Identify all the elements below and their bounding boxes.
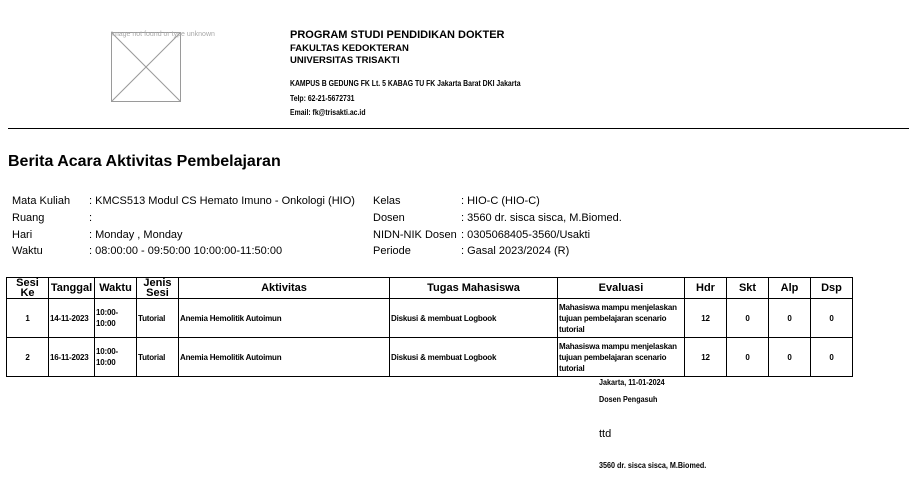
cell-tanggal: 14-11-2023 (49, 299, 95, 338)
cell-evaluasi: Mahasiswa mampu menjelaskan tujuan pembelajaran scenario tutorial (558, 338, 685, 377)
cell-tugas: Diskusi & membuat Logbook (390, 338, 558, 377)
info-label-nidn: NIDN-NIK Dosen (373, 229, 457, 241)
cell-hdr: 12 (685, 299, 727, 338)
cell-alp: 0 (769, 299, 811, 338)
table-header-row (7, 278, 853, 299)
info-label-waktu: Waktu (12, 245, 43, 257)
info-label-hari: Hari (12, 229, 33, 241)
address-line: KAMPUS B GEDUNG FK Lt. 5 KABAG TU FK Jakarta Barat DKI Jakarta (290, 79, 521, 88)
info-value-hari: : Monday , Monday (89, 229, 183, 241)
col-header-evaluasi: Evaluasi (558, 278, 685, 299)
logo-alt-text: Image not found or type unknown (111, 31, 215, 38)
cell-waktu: 10:00-10:00 (95, 299, 137, 338)
phone-line: Telp: 62-21-5672731 (290, 94, 355, 103)
cell-sesi: 1 (7, 299, 49, 338)
cell-evaluasi: Mahasiswa mampu menjelaskan tujuan pembelajaran scenario tutorial (558, 299, 685, 338)
cell-sesi: 2 (7, 338, 49, 377)
col-header-waktu: Waktu (95, 278, 137, 299)
col-header-aktivitas: Aktivitas (179, 278, 390, 299)
info-value-periode: : Gasal 2023/2024 (R) (461, 245, 570, 257)
cell-skt: 0 (727, 338, 769, 377)
col-header-alp: Alp (769, 278, 811, 299)
cell-tanggal: 16-11-2023 (49, 338, 95, 377)
signature-place-date: Jakarta, 11-01-2024 (599, 378, 665, 387)
info-value-waktu: : 08:00:00 - 09:50:00 10:00:00-11:50:00 (89, 245, 283, 257)
logo-placeholder (111, 32, 181, 102)
faculty-name: FAKULTAS KEDOKTERAN (290, 43, 409, 54)
table-row (7, 299, 853, 338)
cell-alp: 0 (769, 338, 811, 377)
col-header-dsp: Dsp (811, 278, 853, 299)
col-header-tugas: Tugas Mahasiswa (390, 278, 558, 299)
info-label-periode: Periode (373, 245, 411, 257)
col-header-sesi: Sesi Ke (7, 278, 49, 299)
cell-aktivitas: Anemia Hemolitik Autoimun (179, 299, 390, 338)
email-line: Email: fk@trisakti.ac.id (290, 108, 366, 117)
info-label-dosen: Dosen (373, 212, 405, 224)
info-label-mata-kuliah: Mata Kuliah (12, 195, 71, 207)
header-divider (8, 128, 909, 129)
info-label-ruang: Ruang (12, 212, 45, 224)
cell-dsp: 0 (811, 338, 853, 377)
cell-jenis-sesi: Tutorial (137, 338, 179, 377)
table-row (7, 338, 853, 377)
col-header-hdr: Hdr (685, 278, 727, 299)
info-value-nidn: : 0305068405-3560/Usakti (461, 229, 591, 241)
col-header-tanggal: Tanggal (49, 278, 95, 299)
page-title: Berita Acara Aktivitas Pembelajaran (8, 153, 281, 170)
info-value-kelas: : HIO-C (HIO-C) (461, 195, 540, 207)
cell-waktu: 10:00-10:00 (95, 338, 137, 377)
cell-aktivitas: Anemia Hemolitik Autoimun (179, 338, 390, 377)
cell-skt: 0 (727, 299, 769, 338)
signature-role: Dosen Pengasuh (599, 395, 658, 404)
cell-hdr: 12 (685, 338, 727, 377)
broken-image-icon (112, 33, 180, 101)
institution-name: PROGRAM STUDI PENDIDIKAN DOKTER (290, 29, 505, 41)
university-name: UNIVERSITAS TRISAKTI (290, 55, 400, 66)
info-value-ruang: : (89, 212, 93, 224)
info-label-kelas: Kelas (373, 195, 401, 207)
info-value-mata-kuliah: : KMCS513 Modul CS Hemato Imuno - Onkologi (HIO) (89, 195, 355, 207)
col-header-jenis-sesi: Jenis Sesi (137, 278, 179, 299)
signature-name: 3560 dr. sisca sisca, M.Biomed. (599, 461, 707, 470)
activity-table (6, 277, 853, 377)
cell-dsp: 0 (811, 299, 853, 338)
cell-jenis-sesi: Tutorial (137, 299, 179, 338)
col-header-skt: Skt (727, 278, 769, 299)
signature-mark: ttd (599, 428, 612, 440)
cell-tugas: Diskusi & membuat Logbook (390, 299, 558, 338)
info-value-dosen: : 3560 dr. sisca sisca, M.Biomed. (461, 212, 622, 224)
